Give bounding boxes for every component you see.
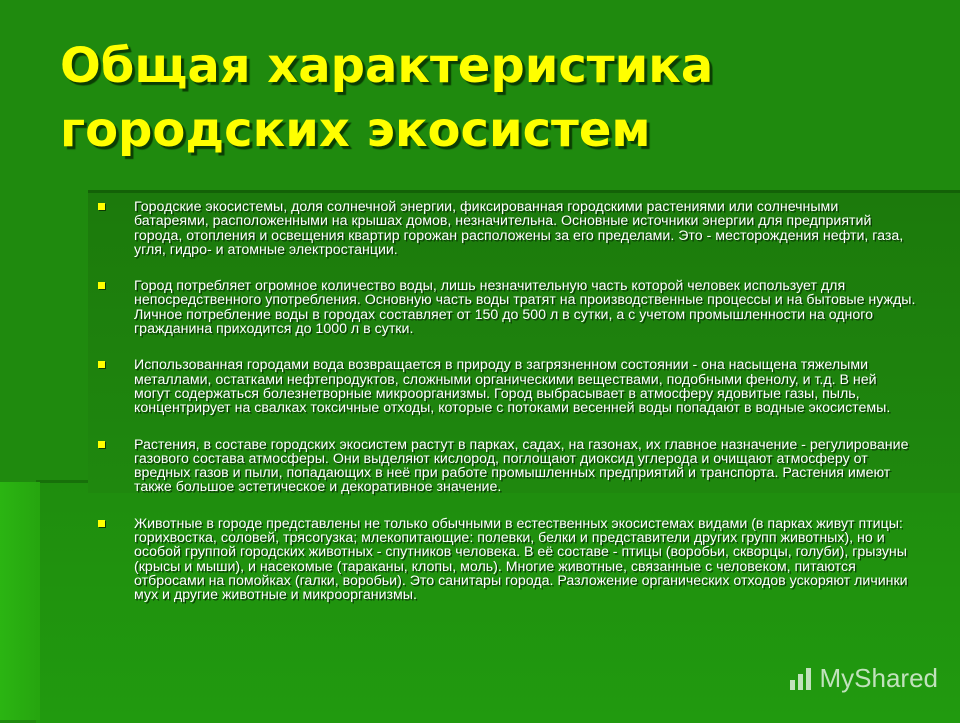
square-bullet-icon [98,520,105,527]
slide-title [60,34,713,162]
watermark [788,663,939,694]
bullet-list [96,200,916,625]
bullet-text: Растения, в составе городских экосистем растут в парках, садах, на газонах, их главное назначение - регулирование газового состава атмосферы. Они выделяют кислород, поглощают диоксид углерода и очищают атмосферу от вредных газов и пыли, попадающих в неё при работе промышленных предприятий и транспорта. Растения имеют также большое эстетическое и декоративное значение. [134,436,909,496]
square-bullet-icon [98,361,105,368]
square-bullet-icon [98,203,105,210]
bullet-item [96,517,916,603]
bullet-text: Город потребляет огромное количество воды, лишь незначительную часть которой человек использует для непосредственного употребления. Основную часть воды тратят на производственные процессы и на бытовые нужды. Личное потребление воды в городах составляет от 150 до 500 л в сутки, а с учетом промышленности на одного гражданина приходится до 1000 л в сутки. [134,278,916,338]
square-bullet-icon [98,441,105,448]
bullet-text: Использованная городами вода возвращается в природу в загрязненном состоянии - она насыщена тяжелыми металлами, остатками нефтепродуктов, сложными органическими веществами, подобными фенолу, и т.д. В ней могут содержаться болезнетворные микроорганизмы. Город выбрасывает в атмосферу ядовитые газы, пыль, концентрирует на свалках токсичные отходы, которые с потоками весенней воды попадают в водные экосистемы. [134,357,891,417]
background-panel-left [0,482,40,720]
bullet-item [96,279,916,336]
square-bullet-icon [98,282,105,289]
bar-chart-icon [788,666,814,692]
bullet-item [96,200,916,257]
slide-title-line-2: городских экосистем [60,102,651,158]
slide-title-line-1: Общая характеристика [60,38,714,94]
bullet-item [96,358,916,415]
bullet-text: Городские экосистемы, доля солнечной энергии, фиксированная городскими растениями или солнечными батареями, расположенными на крышах домов, незначительна. Основные источники энергии для предприятий города, отопления и освещения квартир горожан расположены за его пределами. Это - месторождения нефти, газа, угля, гидро- и атомные электростанции. [134,199,904,258]
bullet-text: Животные в городе представлены не только обычными в естественных экосистемах видами (в парках живут птицы: горихвостка, соловей, трясогузка; млекопитающие: полевки, белки и представители других групп животных), но и особой группой городских животных - спутников человека. В её составе - птицы (воробьи, скворцы, голуби), грызуны (крысы и мыши), и насекомые (тараканы, клопы, моль). Многие животные, связанные с человеком, питаются отбросами на помойках (галки, воробьи). Это санитары города. Разложение органических отходов ускоряют личинки мух и другие животные и микроорганизмы. [134,515,908,604]
bullet-item [96,438,916,495]
watermark-text: MyShared [819,663,938,693]
